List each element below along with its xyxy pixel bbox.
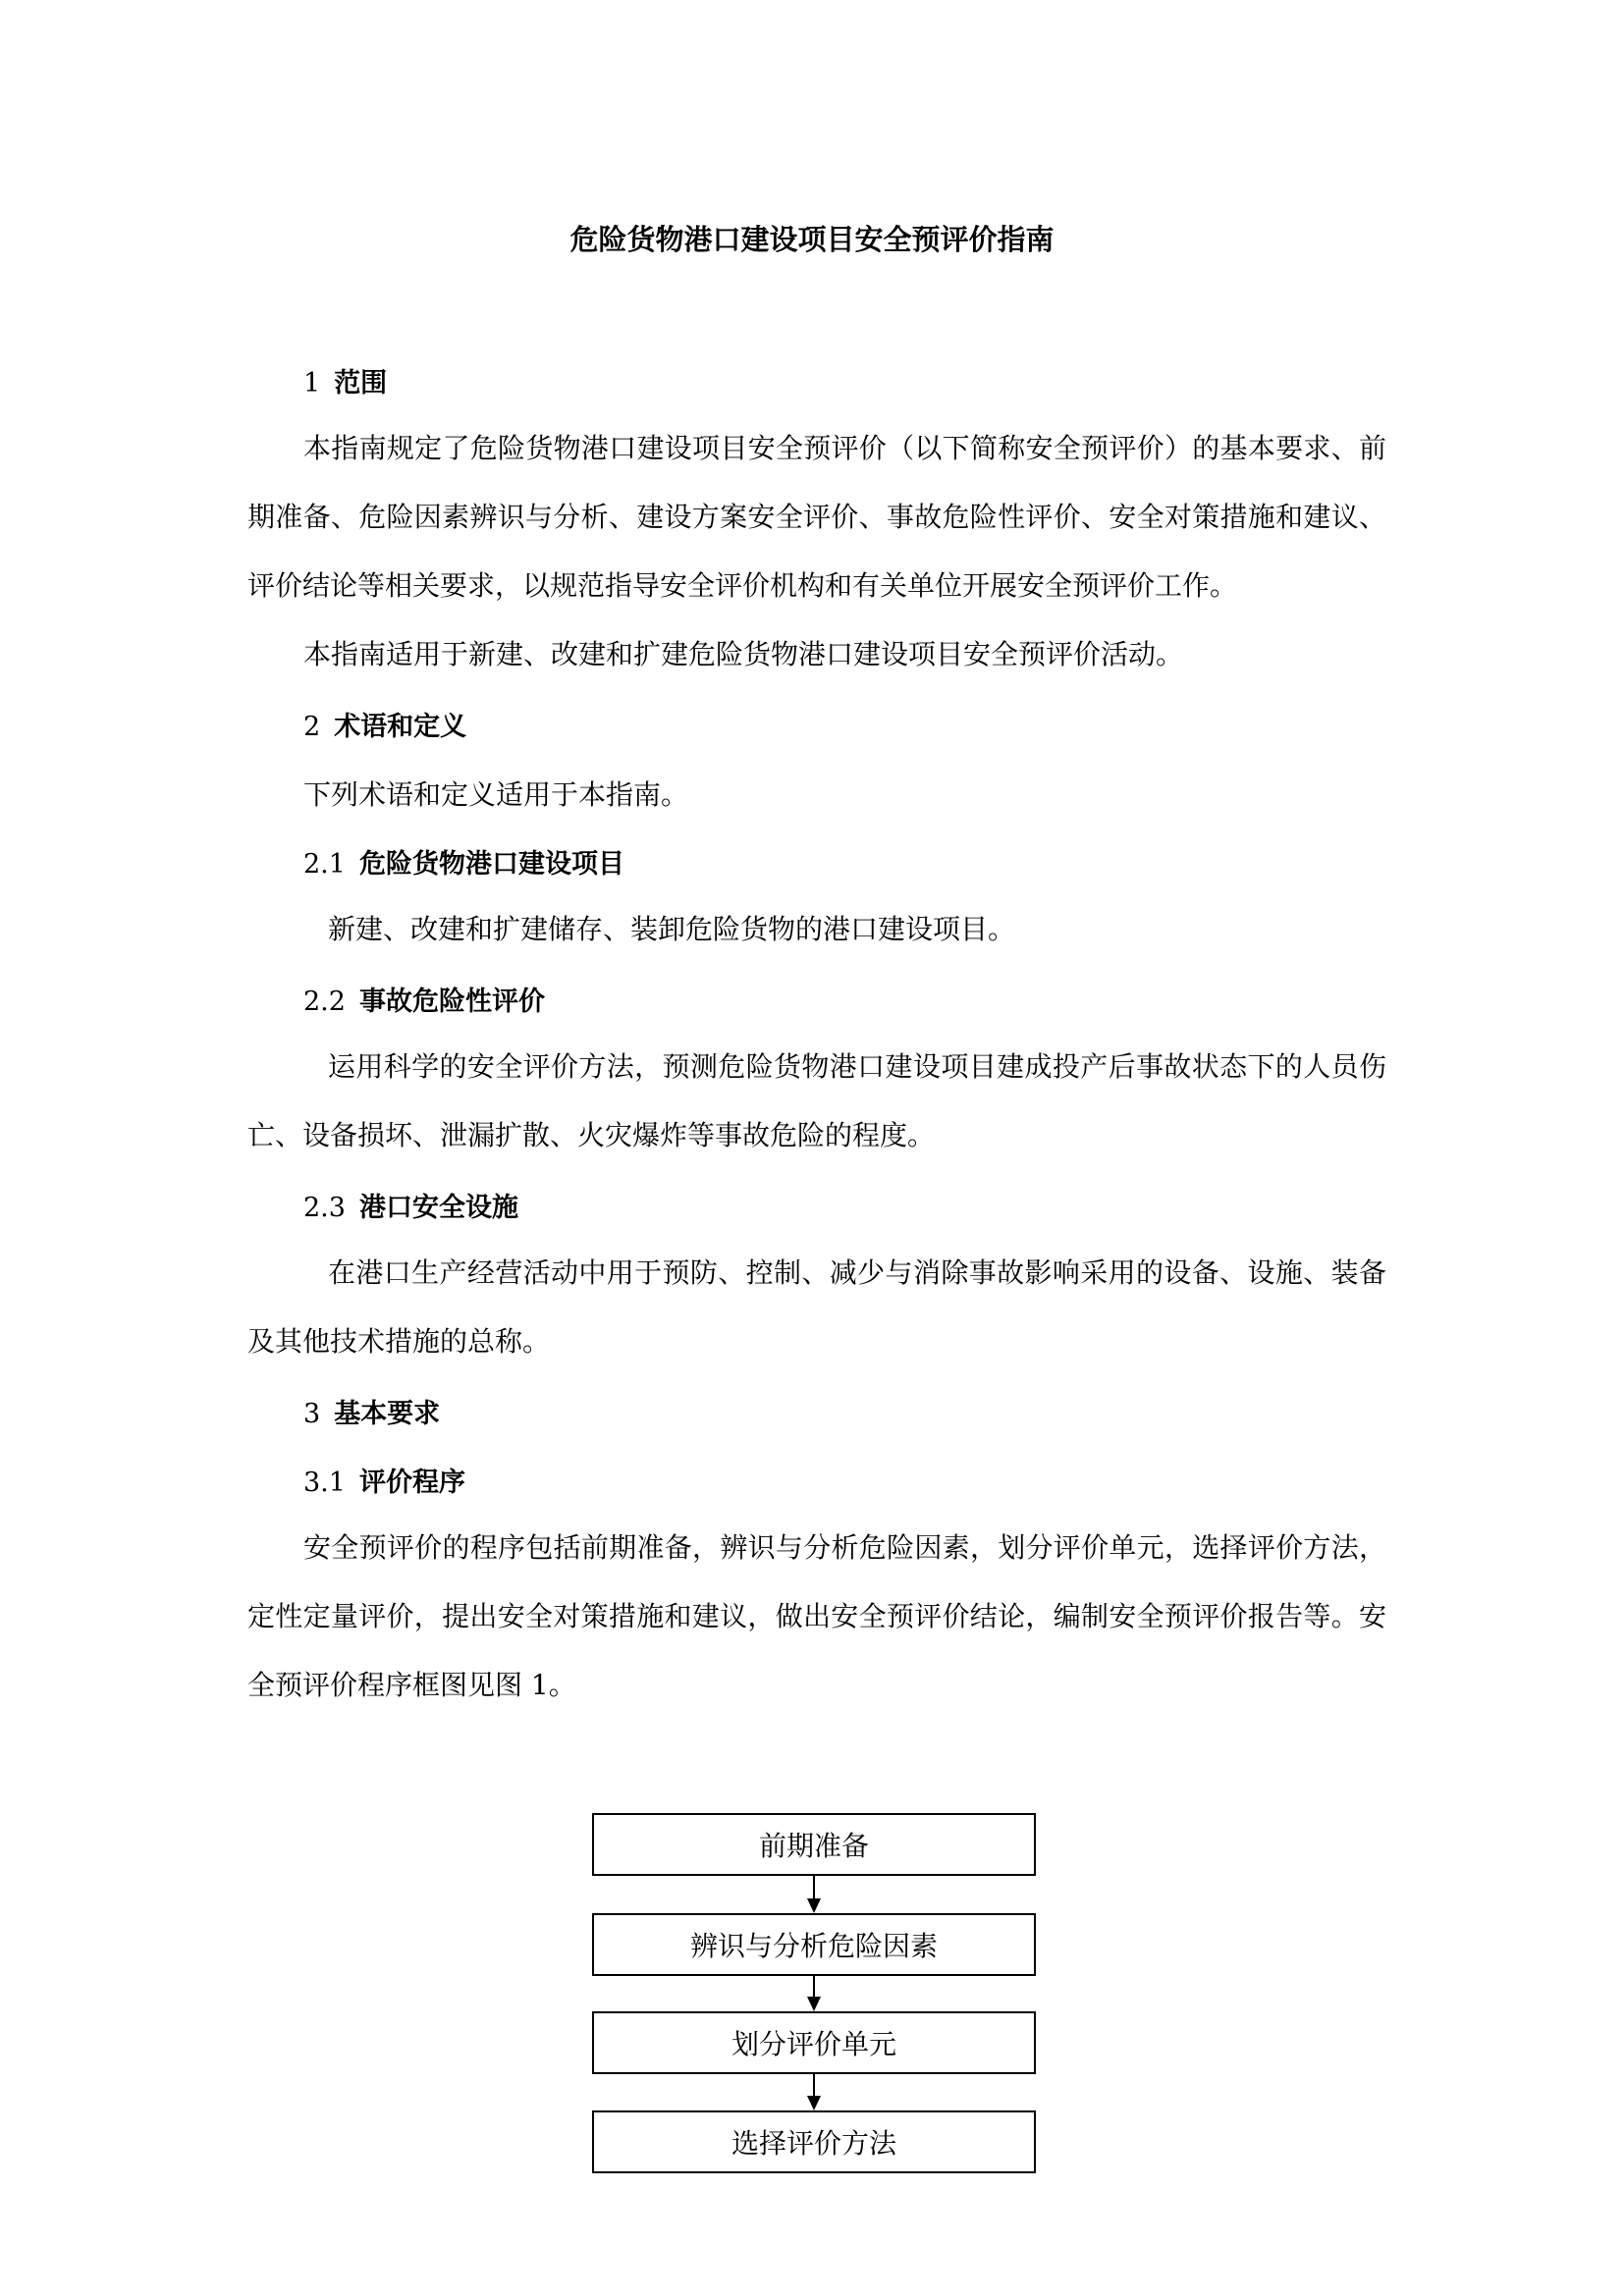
section-2-2-heading — [303, 980, 545, 1018]
section-title: 事故危险性评价 — [358, 987, 545, 1017]
section-1-paragraph-2: 本指南适用于新建、改建和扩建危险货物港口建设项目安全预评价活动。 — [303, 638, 1184, 670]
section-2-3-paragraph: 在港口生产经营活动中用于预防、控制、减少与消除事故影响采用的设备、设施、装备及其他技术措施的总称。 — [247, 1256, 1386, 1358]
section-1-heading — [303, 361, 387, 400]
section-2-paragraph-1: 下列术语和定义适用于本指南。 — [303, 778, 689, 811]
section-title: 危险货物港口建设项目 — [358, 849, 624, 880]
flowchart-arrow-3 — [807, 2074, 821, 2110]
section-title: 范围 — [334, 368, 388, 399]
section-number: 2.3 — [303, 1193, 346, 1223]
section-2-3-heading — [303, 1186, 518, 1224]
section-number: 2.1 — [303, 849, 346, 880]
section-number: 2 — [303, 712, 321, 742]
section-title: 术语和定义 — [334, 712, 467, 742]
section-1-paragraph-1: 本指南规定了危险货物港口建设项目安全预评价（以下简称安全预评价）的基本要求、前期准备、危险因素辨识与分析、建设方案安全评价、事故危险性评价、安全对策措施和建议、评价结论等相关要求，以规范指导安全评价机构和有关单位开展安全预评价工作。 — [247, 432, 1386, 602]
flowchart-step-2: 辨识与分析危险因素 — [592, 1913, 1036, 1976]
section-2-1-paragraph: 新建、改建和扩建储存、装卸危险货物的港口建设项目。 — [328, 913, 1016, 945]
document-title: 危险货物港口建设项目安全预评价指南 — [569, 223, 1055, 256]
section-number: 2.2 — [303, 987, 346, 1017]
section-3-heading — [303, 1392, 440, 1430]
section-2-heading — [303, 705, 466, 743]
section-number: 1 — [303, 368, 321, 399]
section-2-2-paragraph: 运用科学的安全评价方法，预测危险货物港口建设项目建成投产后事故状态下的人员伤亡、设备损坏、泄漏扩散、火灾爆炸等事故危险的程度。 — [247, 1050, 1386, 1151]
section-2-1-heading — [303, 842, 624, 881]
section-title: 评价程序 — [358, 1468, 465, 1498]
section-title: 基本要求 — [334, 1399, 441, 1429]
section-3-1-paragraph: 安全预评价的程序包括前期准备，辨识与分析危险因素，划分评价单元，选择评价方法，定性定量评价，提出安全对策措施和建议，做出安全预评价结论，编制安全预评价报告等。安全预评价程序框图见图 1。 — [247, 1531, 1386, 1701]
flowchart-step-4: 选择评价方法 — [592, 2110, 1036, 2173]
flowchart-arrow-2 — [807, 1976, 821, 2011]
flowchart-step-1: 前期准备 — [592, 1813, 1036, 1876]
section-title: 港口安全设施 — [358, 1193, 518, 1223]
flowchart-arrow-1 — [807, 1876, 821, 1913]
flowchart-step-3: 划分评价单元 — [592, 2011, 1036, 2074]
section-3-1-heading — [303, 1461, 465, 1499]
section-number: 3 — [303, 1399, 321, 1429]
section-number: 3.1 — [303, 1468, 346, 1498]
